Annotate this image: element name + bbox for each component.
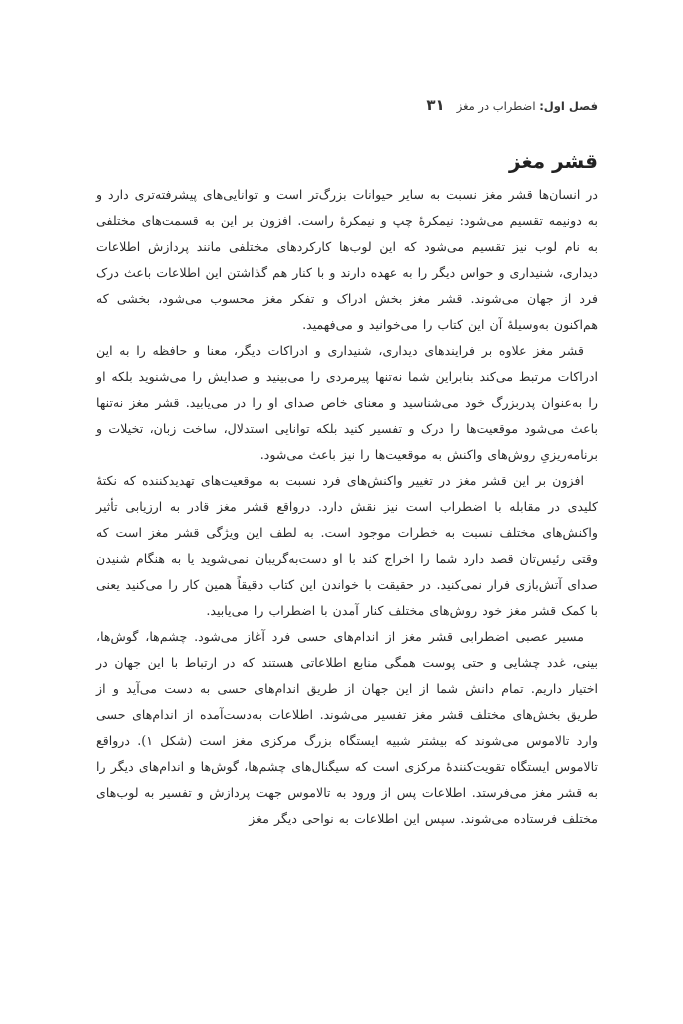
body-paragraph: در انسان‌ها قشر مغز نسبت به سایر حیوانات بزرگ‌تر است و توانایی‌های پیشرفته‌تری دارد و به دونیمه تقسیم می‌شود: نیمکرهٔ چپ و نیمکرهٔ راست. افزون بر این به قسمت‌های مختلفی به نام لوب نیز تقسیم می‌شود که این لوب‌ها کارکردهای مختلفی مانند پردازش اطلاعات دیداری، شنیداری و حواس دیگر را به عهده دارند و با کنار هم گذاشتن این اطلاعات باعث درک فرد از جهان می‌شوند. قشر مغز بخش ادراک و تفکر مغز محسوب می‌شود، بخشی که هم‌اکنون به‌وسیلهٔ آن این کتاب را می‌خوانید و می‌فهمید. (96, 187, 598, 332)
page-number: ۳۱ (426, 96, 445, 114)
body-paragraph: مسیر عصبی اضطرابی قشر مغز از اندام‌های حسی فرد آغاز می‌شود. چشم‌ها، گوش‌ها، بینی، غدد چشایی و حتی پوست همگی منابع اطلاعاتی هستند که در ارتباط با این جهان در اختیار داریم. تمام دانش شما از این جهان از طریق اندام‌های حسی به دست می‌آید و از طریق بخش‌های مختلف قشر مغز تفسیر می‌شوند. اطلاعات به‌دست‌آمده از اندام‌های حسی وارد تالاموس می‌شوند که بیشتر شبیه ایستگاه بزرگ مرکزی مغز است (شکل ۱). درواقع تالاموس ایستگاه تقویت‌کنندهٔ مرکزی است که سیگنال‌های چشم‌ها، گوش‌ها و اندام‌های دیگر را به قشر مغز می‌فرستد. اطلاعات پس از ورود به تالاموس جهت پردازش و تفسیر به لوب‌های مختلف فرستاده می‌شوند. سپس این اطلاعات به نواحی دیگر مغز (96, 629, 598, 826)
running-header (96, 96, 598, 126)
body-paragraph: افزون بر این قشر مغز در تغییر واکنش‌های فرد نسبت به موقعیت‌های تهدیدکننده که نکتهٔ کلیدی در مقابله با اضطراب است نیز نقش دارد. درواقع قشر مغز قادر به ارزیابی تأثیر واکنش‌های مختلف نسبت به خطرات موجود است. به لطف این ویژگی قشر مغز است که وقتی رئیس‌تان قصد دارد شما را اخراج کند با او دست‌به‌گریبان نمی‌شوید یا به هنگام شنیدن صدای آتش‌بازی فرار نمی‌کنید. در حقیقت با خواندن این کتاب دقیقاً همین کار را می‌کنید یعنی با کمک قشر مغز خود روش‌های مختلف کنار آمدن با اضطراب را می‌یابید. (96, 473, 598, 618)
chapter-label: فصل اول: (539, 99, 598, 113)
section-heading: قشر مغز (509, 149, 598, 173)
chapter-title: اضطراب در مغز (456, 99, 536, 113)
chapter-reference (457, 99, 598, 113)
body-paragraph: قشر مغز علاوه بر فرایندهای دیداری، شنیداری و ادراکات دیگر، معنا و حافظه را به این ادراکات مرتبط می‌کند بنابراین شما نه‌تنها پیرمردی را می‌بینید و صدایش را می‌شنوید بلکه او را به‌عنوان پدربزرگ خود می‌شناسید و معنای خاص صدای او را در می‌یابید. قشر مغز نه‌تنها باعث می‌شود موقعیت‌ها را درک و تفسیر کنید بلکه توانایی استدلال، ساخت زبان، تخیلات و برنامه‌ریزیِ روش‌های واکنش به موقعیت‌ها را نیز باعث می‌شود. (96, 343, 598, 462)
